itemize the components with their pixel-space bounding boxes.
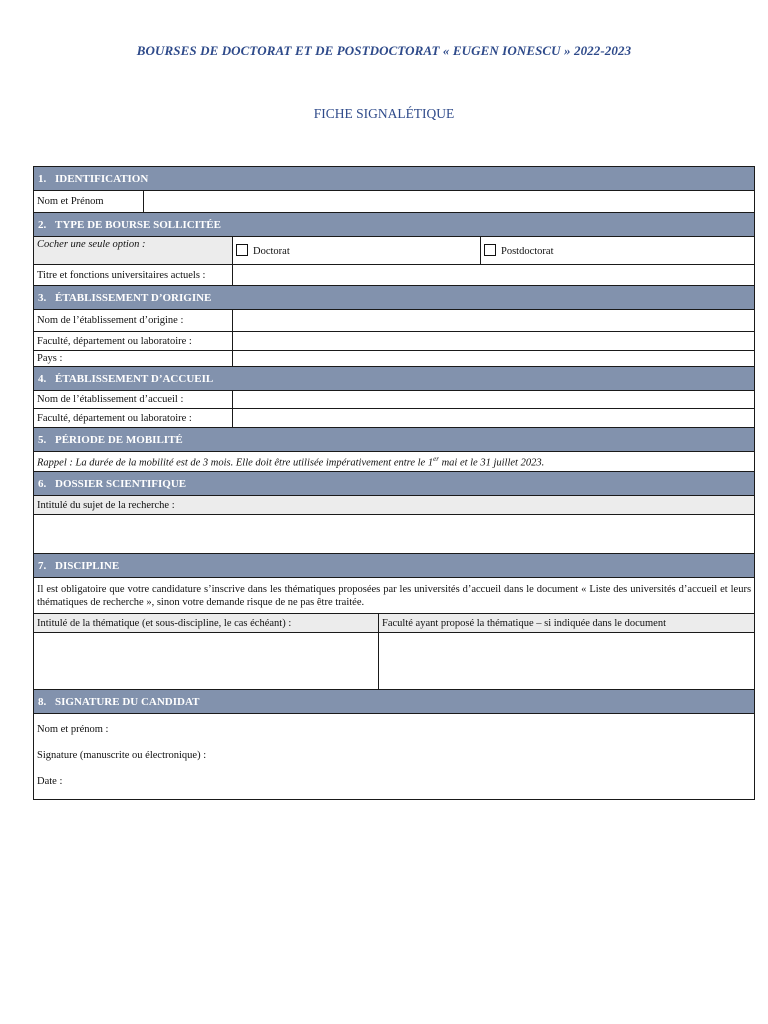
pays-field[interactable] — [233, 351, 755, 367]
rappel-text-start: Rappel : La durée de la mobilité est de 3 mois. Elle doit être utilisée impérativement entre le 1 — [37, 457, 434, 469]
titre-fonctions-label: Titre et fonctions universitaires actuels : — [34, 265, 233, 286]
nom-prenom-label: Nom et Prénom — [34, 191, 144, 213]
rappel-mobilite-text — [34, 452, 755, 472]
pays-label: Pays : — [34, 351, 233, 367]
section-header-dossier-scientifique — [34, 472, 755, 496]
section-number: 4. — [38, 372, 47, 385]
section-title: DISCIPLINE — [55, 559, 120, 572]
section-title: ÉTABLISSEMENT D’ACCUEIL — [55, 372, 214, 385]
section-header-type-bourse — [34, 213, 755, 237]
discipline-instruction-text: Il est obligatoire que votre candidature s’inscrive dans les thématiques proposées par les universités d’accueil dans le document « Liste des universités d’accueil et leurs thématiques de recherche », sinon votre demande risque de ne pas être traitée. — [34, 578, 755, 614]
section-header-etablissement-origine — [34, 286, 755, 310]
nom-prenom-field[interactable] — [144, 191, 755, 213]
option-doctorat[interactable] — [233, 237, 481, 265]
section-header-periode-mobilite — [34, 428, 755, 452]
faculte-accueil-field[interactable] — [233, 409, 755, 428]
signature-date-label: Date : — [37, 776, 63, 787]
titre-fonctions-field[interactable] — [233, 265, 755, 286]
thematique-field[interactable] — [34, 633, 379, 690]
faculte-origine-field[interactable] — [233, 332, 755, 351]
option-postdoctorat-label: Postdoctorat — [501, 246, 554, 257]
section-title: ÉTABLISSEMENT D’ORIGINE — [55, 291, 212, 304]
rappel-superscript: er — [433, 454, 439, 463]
faculte-thematique-column-header: Faculté ayant proposé la thématique – si indiquée dans le document — [379, 614, 755, 633]
rappel-text-end: mai et le 31 juillet 2023. — [438, 457, 545, 469]
section-number: 7. — [38, 559, 47, 572]
checkbox-postdoctorat[interactable] — [484, 244, 496, 256]
checkbox-doctorat[interactable] — [236, 244, 248, 256]
intitule-sujet-label: Intitulé du sujet de la recherche : — [34, 496, 755, 515]
section-number: 1. — [38, 172, 47, 185]
section-number: 6. — [38, 477, 47, 490]
document-subtitle: FICHE SIGNALÉTIQUE — [313, 106, 455, 121]
intitule-sujet-field[interactable] — [34, 515, 755, 554]
section-title: DOSSIER SCIENTIFIQUE — [55, 477, 187, 490]
etablissement-accueil-label: Nom de l’établissement d’accueil : — [34, 391, 233, 409]
section-title: IDENTIFICATION — [55, 172, 149, 185]
document-title: BOURSES DE DOCTORAT ET DE POSTDOCTORAT « EUGEN IONESCU » 2022-2023 — [136, 43, 632, 58]
application-form-table — [33, 166, 755, 800]
thematique-column-header: Intitulé de la thématique (et sous-discipline, le cas échéant) : — [34, 614, 379, 633]
option-instruction-label: Cocher une seule option : — [34, 237, 233, 265]
etablissement-accueil-field[interactable] — [233, 391, 755, 409]
faculte-accueil-label: Faculté, département ou laboratoire : — [34, 409, 233, 428]
option-doctorat-label: Doctorat — [253, 246, 290, 257]
faculte-origine-label: Faculté, département ou laboratoire : — [34, 332, 233, 351]
section-number: 5. — [38, 433, 47, 446]
section-header-etablissement-accueil — [34, 367, 755, 391]
section-header-signature — [34, 690, 755, 714]
section-header-identification — [34, 167, 755, 191]
section-number: 2. — [38, 218, 47, 231]
signature-block[interactable] — [34, 714, 755, 800]
section-header-discipline — [34, 554, 755, 578]
signature-label: Signature (manuscrite ou électronique) : — [37, 750, 207, 761]
section-number: 8. — [38, 695, 47, 708]
section-number: 3. — [38, 291, 47, 304]
etablissement-origine-label: Nom de l’établissement d’origine : — [34, 310, 233, 332]
signature-nom-label: Nom et prénom : — [37, 724, 109, 735]
faculte-thematique-field[interactable] — [379, 633, 755, 690]
section-title: SIGNATURE DU CANDIDAT — [55, 695, 200, 708]
section-title: PÉRIODE DE MOBILITÉ — [55, 433, 183, 446]
section-title: TYPE DE BOURSE SOLLICITÉE — [55, 218, 221, 231]
option-postdoctorat[interactable] — [481, 237, 755, 265]
etablissement-origine-field[interactable] — [233, 310, 755, 332]
